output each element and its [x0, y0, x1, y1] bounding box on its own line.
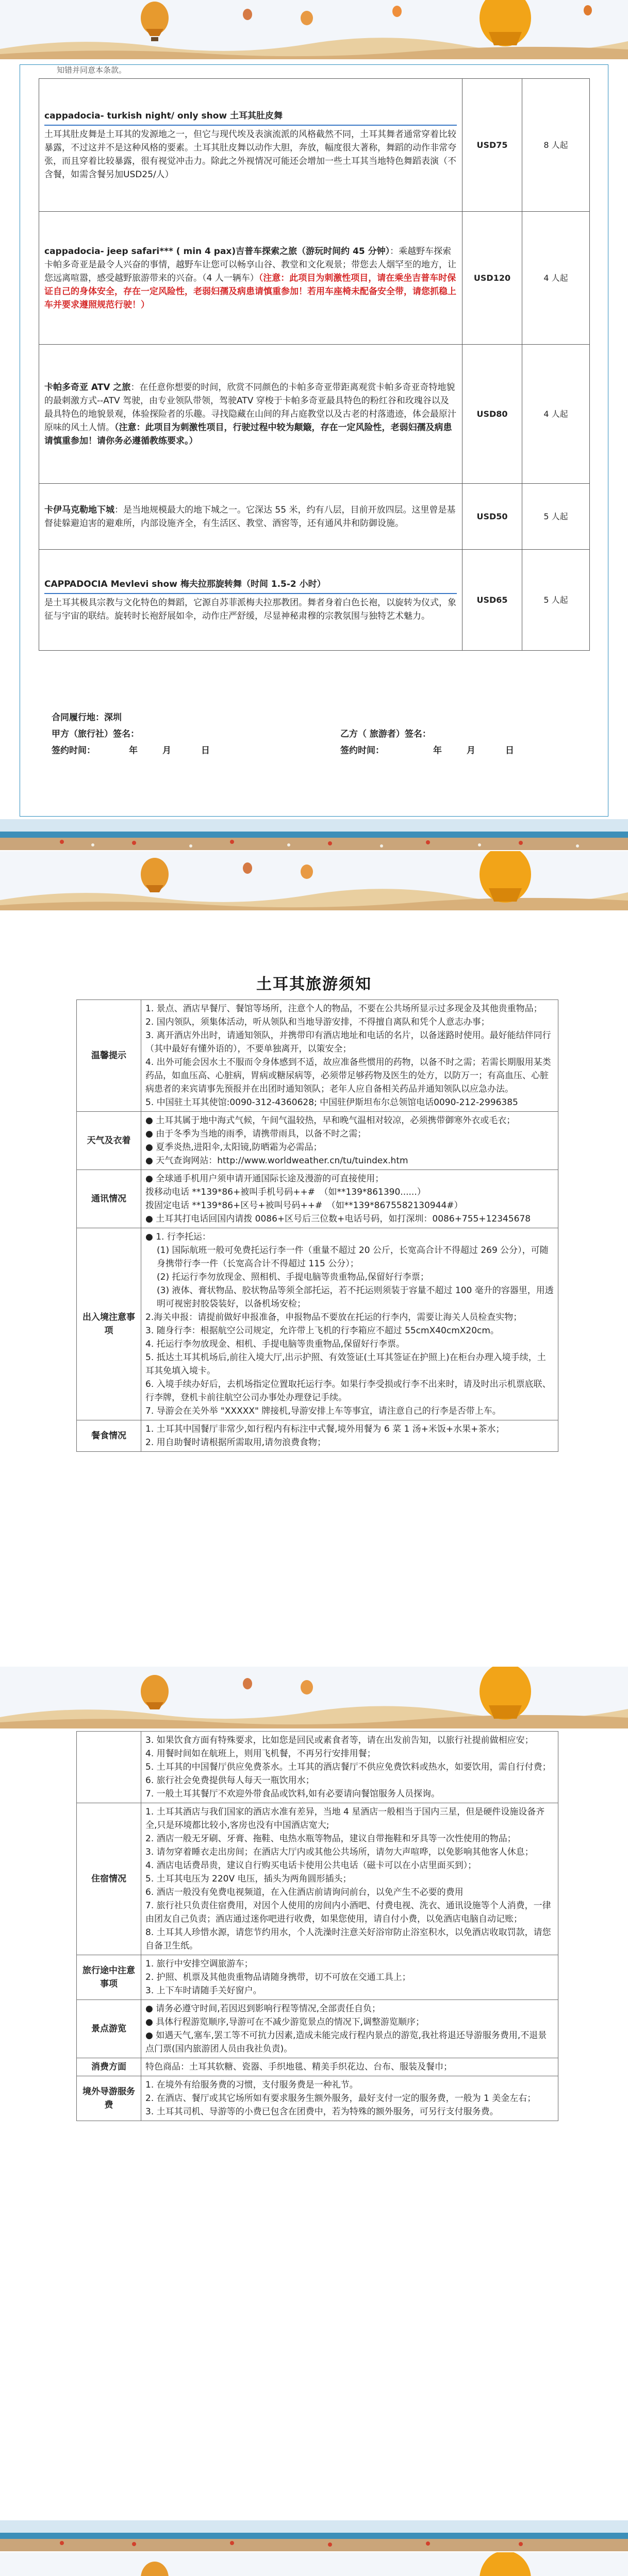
- notes-line: 2. 在酒店、餐厅或其它场所如有要求服务生额外服务，最好支付一定的服务费，一般为 1 美金左右；: [145, 2093, 536, 2104]
- party-b-label: 乙方（ 旅游者）签名：: [340, 729, 431, 739]
- landscape-banner-bottom: [0, 2552, 628, 2576]
- table-row: [77, 1803, 558, 1955]
- notes-category: 通讯情况: [77, 1170, 141, 1228]
- table-row: [77, 1170, 558, 1228]
- notes-content: [141, 1732, 558, 1803]
- year-a: 年: [129, 745, 138, 756]
- notes-line: ● 具体行程游览顺序,导游可在不减少游览景点的情况下,调整游览顺序；: [145, 2017, 425, 2027]
- notes-line: 6. 酒店一般没有免费电视频道，在入住酒店前请询问前台，以免产生不必要的费用: [145, 1887, 464, 1897]
- notes-line: 1. 土耳其中国餐厅非常少,如行程内有标注中式餐,境外用餐为 6 菜 1 汤+米饭+水果+茶水；: [145, 1424, 505, 1434]
- contract-place: 合同履行地：深圳: [52, 713, 122, 723]
- notes-line: 3. 请勿穿着睡衣走出房间；在酒店大厅内或其他公共场所，请勿大声喧哗，以免影响其他客人休息；: [145, 1847, 534, 1857]
- activity-body: 土耳其肚皮舞是土耳其的发源地之一，但它与现代埃及表演流派的风格截然不同，土耳其舞者通常穿着比较暴露，不过这并不是这种风格的要素。土耳其肚皮舞以动作大胆，奔放，幅度很大著称，舞蹈的动作非常夸张，而且穿着比较暴露，很有视觉冲击力。除此之外视情况可能还会增加一些土耳其当地特色舞蹈表演（不含餐，如需含餐另加USD25/人）: [44, 129, 456, 180]
- activity-title: cappadocia- jeep safari*** ( min 4 pax)吉普车探索之旅（游玩时间约 45 分钟）: [44, 246, 390, 257]
- table-row: [77, 1000, 558, 1112]
- month-b: 月: [467, 745, 475, 756]
- notes-line: 3. 随身行李：根据航空公司规定，允许带上飞机的行李箱应不超过 55cmX40cmX20cm。: [145, 1326, 499, 1336]
- landscape-banner-middle: [0, 851, 628, 910]
- notes-content: [141, 1112, 558, 1170]
- notes-line: 3. 土耳其司机、导游等的小费已包含在团费中，若为特殊的额外服务，可另行支付服务费。: [145, 2107, 499, 2117]
- signature-line-parties: [52, 726, 567, 739]
- table-row: [39, 212, 590, 345]
- notes-line: ● 天气查询网站：http://www.worldweather.cn/tu/tuindex.htm: [145, 1156, 408, 1166]
- activity-price: USD50: [462, 484, 522, 550]
- notes-line: 4. 酒店电话费昂贵，建议自行购买电话卡使用公共电话（磁卡可以在小店里面买到）；: [145, 1860, 477, 1871]
- notes-line: 1. 旅行中安排空调旅游车；: [145, 1959, 253, 1969]
- notes-content: [141, 1420, 558, 1452]
- activity-body: ：是当地规模最大的地下城之一。它深达 55 米，约有八层，目前开放四层。这里曾是基督徒躲避迫害的避难所，内部设施齐全，有生活区、教堂、酒窖等，还有通风井和防御设施。: [44, 504, 456, 529]
- notes-line: 1. 土耳其酒店与我们国家的酒店水准有差异，当地 4 星酒店一般相当于国内三星，但是硬件设施设备齐全,只是环境都比较小,客房也没有中国酒店宽大;: [145, 1807, 545, 1831]
- activity-warning: （注意：此项目为刺激性项目，请在乘坐吉普车时保证自己的身体安全，存在一定风险性，老弱妇孺及病患请慎重参加！若用车座椅未配备安全带，请您抓稳上车并要求遵照规范行驶！）: [44, 273, 456, 310]
- notes-line: 7. 导游会在关外举 "XXXXX" 牌接机,导游安排上车等事宜，请注意自己的行李是否带上车。: [145, 1406, 501, 1416]
- activity-price: USD75: [462, 79, 522, 212]
- activity-body: ：乘越野车探索卡帕多奇亚是最令人兴奋的事情，越野车让您可以畅享山谷、教堂和文化观景；带您去人烟罕至的地方，让您远离喧嚣，感受越野旅游带来的兴奋。（4 人一辆车）: [44, 246, 456, 283]
- activity-description: [39, 550, 462, 651]
- notes-line: ● 由于冬季为当地的雨季，请携带雨具，以备不时之需；: [145, 1129, 367, 1139]
- notes-line: ● 如遇天气,塞车,罢工等不可抗力因素,造成未能完成行程内景点的游览,我社将退还导游服务费用,不退景点门票(国内旅游团人员由我社负责)。: [145, 2030, 547, 2054]
- notes-line: 4. 出外可能会因水土不服而令身体感到不适，故应准备些惯用的药物，以备不时之需；若需长期服用某类药品，如血压高、心脏病，胃病或糖尿病等，必须带足够药物及医生的处方，以防万一；有高血压、心脏病患者的来宾请事先预报并在出团时通知领队；老年人应自备相关药品并通知领队以应急办法。: [145, 1057, 551, 1094]
- notes-line: 2. 用自助餐时请根据所需取用,请勿浪费食物；: [145, 1437, 326, 1448]
- notes-line: 2. 护照、机票及其他贵重物品请随身携带，切不可放在交通工具上；: [145, 1972, 411, 1982]
- table-row: [77, 1228, 558, 1420]
- table-row: [77, 1112, 558, 1170]
- date-label-b: 签约时间：: [340, 745, 384, 756]
- year-b: 年: [433, 745, 442, 756]
- notes-category: 出入境注意事项: [77, 1228, 141, 1420]
- activity-title: 卡伊马克勒地下城: [44, 504, 114, 515]
- notes-line: 5. 中国驻土耳其使馆:0090-312-4360628; 中国驻伊斯坦布尔总领馆电话0090-212-2996385: [145, 1097, 518, 1108]
- notes-line: 7. 旅行社只负责住宿费用，对因个人使用的房间内小酒吧、付费电视、洗衣、通讯设施等个人消费，一律由团友自己负责；酒店通过迷你吧进行收费，如果您使用，请自付小费，以免酒店电脑自动记账；: [145, 1901, 551, 1924]
- activity-price: USD120: [462, 212, 522, 345]
- landscape-banner-lower: [0, 1667, 628, 1728]
- notes-content: [141, 2000, 558, 2058]
- table-row: [77, 1420, 558, 1452]
- notes-line: 特色商品：土耳其软糖、瓷器、手织地毯、精美手织花边、台布、服装及餐巾；: [145, 2062, 452, 2072]
- notes-content: [141, 1170, 558, 1228]
- notes-category: 天气及衣着: [77, 1112, 141, 1170]
- notes-line: 2. 酒店一般无牙刷、牙膏、拖鞋、电热水瓶等物品，建议自带拖鞋和牙具等一次性使用的物品；: [145, 1834, 516, 1844]
- notes-line: 6. 入境手续办好后，去机场指定位置取托运行李。如果行李受损或行李不出来时，请及时出示机票底联、行李牌，登机卡前往航空公司办事处办理登记手续。: [145, 1379, 551, 1403]
- table-row: [77, 2076, 558, 2121]
- activity-description: [39, 79, 462, 212]
- notes-line: ● 土耳其打电话回国内请拨 0086+区号后三位数+电话号码，如打深圳：0086+755+12345678: [145, 1214, 531, 1224]
- table-row: [39, 345, 590, 484]
- notes-table-1: [76, 999, 558, 1452]
- notes-line: 6. 旅行社会免费提供每人每天一瓶饮用水；: [145, 1775, 315, 1786]
- notes-category: 境外导游服务费: [77, 2076, 141, 2121]
- activity-min-people: 4 人起: [522, 212, 590, 345]
- notes-line: 5. 土耳其电压为 220V 电压，插头为两角圆形插头；: [145, 1874, 352, 1884]
- cut-off-text: 知错并同意本条款。: [57, 65, 127, 75]
- day-b: 日: [505, 745, 514, 756]
- activity-min-people: 5 人起: [522, 484, 590, 550]
- activity-price: USD65: [462, 550, 522, 651]
- notes-line: ● 全球通手机用户须申请开通国际长途及漫游的可直接使用；: [145, 1174, 384, 1184]
- table-row: [39, 550, 590, 651]
- optional-activities-table: [39, 78, 590, 651]
- beach-banner: [0, 819, 628, 850]
- landscape-banner-top: [0, 0, 628, 59]
- month-a: 月: [162, 745, 171, 756]
- activity-title: 卡帕多奇亚 ATV 之旅: [44, 382, 131, 393]
- beach-banner-bottom: [0, 2520, 628, 2551]
- notes-line: 3. 上下车时请随手关好窗户。: [145, 1986, 262, 1996]
- notes-line: 3. 如果饮食方面有特殊要求，比如您是回民或素食者等，请在出发前告知，以旅行社提前做相应安；: [145, 1735, 534, 1745]
- notes-category: 景点游览: [77, 2000, 141, 2058]
- day-a: 日: [201, 745, 210, 756]
- activity-body: ：在任意你想要的时间，欣赏不同颜色的卡帕多奇亚带距离观赏卡帕多奇亚奇特地貌的最刺激方式--ATV 驾驶，由专业领队带领，驾驶ATV 穿梭于卡帕多奇亚最具特色的粉红谷和玫瑰谷以及最具特色的地貌景观，体验探险者的乐趣。寻找隐藏在山间的拜占庭教堂以及古老的村落遗迹，体会最原汁原味的风土人情。: [44, 382, 456, 433]
- table-row: [39, 79, 590, 212]
- notes-content: [141, 1955, 558, 2000]
- notes-line: ● 土耳其属于地中海式气候，午间气温较热，早和晚气温相对较凉，必须携带御寒外衣或毛衣；: [145, 1115, 516, 1126]
- activity-description: [39, 212, 462, 345]
- notes-line: 1. 在境外有给服务费的习惯，支付服务费是一种礼节。: [145, 2080, 358, 2090]
- notes-category: 旅行途中注意事项: [77, 1955, 141, 2000]
- notes-table-2: [76, 1731, 558, 2121]
- notes-category: 消费方面: [77, 2058, 141, 2076]
- notes-line: (3) 液体、膏状物品、胶状物品等须全部托运，若不托运则须装于容量不超过 100 毫升的容器里，用透明可视密封胶袋装好，以备机场安检；: [157, 1285, 554, 1309]
- notes-category: [77, 1732, 141, 1803]
- activity-body: 是土耳其极具宗教与文化特色的舞蹈，它源自苏菲派梅夫拉那教团。舞者身着白色长袍，以旋转为仪式，象征与宇宙的联结。旋转时长袍舒展如伞，动作庄严舒缓，尽显神秘肃穆的宗教氛围与独特艺术魅力。: [44, 597, 456, 621]
- notes-line: ● 1. 行李托运：: [145, 1232, 211, 1242]
- notes-content: [141, 2058, 558, 2076]
- notes-line: 拨固定电话 **139*86+区号+被叫号码++# （如**139*8675582130944#）: [145, 1200, 463, 1211]
- table-row: [39, 484, 590, 550]
- table-row: [77, 1955, 558, 2000]
- notes-content: [141, 2076, 558, 2121]
- notes-line: 5. 抵达土耳其机场后,前往入境大厅,出示护照、有效签证(土耳其签证在护照上)在柜台办理入境手续，土耳其免填入境卡。: [145, 1352, 546, 1376]
- notes-category: 餐食情况: [77, 1420, 141, 1452]
- table-row: [77, 2000, 558, 2058]
- divider: [44, 125, 457, 126]
- divider: [44, 593, 457, 594]
- notes-line: 8. 土耳其人珍惜水源，请您节约用水，个人洗澡时注意关好浴帘防止浴室积水，以免酒店收取罚款，请您自备卫生纸。: [145, 1927, 551, 1951]
- table-row: [77, 2058, 558, 2076]
- notes-line: 4. 用餐时间如在航班上，则用飞机餐，不再另行安排用餐；: [145, 1749, 376, 1759]
- activity-min-people: 8 人起: [522, 79, 590, 212]
- activity-title: CAPPADOCIA Mevlevi show 梅夫拉那旋转舞（时间 1.5-2 小时）: [44, 579, 326, 589]
- activity-price: USD80: [462, 345, 522, 484]
- activity-warning: （注意：此项目为刺激性项目，行驶过程中较为颠簸，存在一定风险性，老弱妇孺及病患请慎重参加！请你务必遵循教练要求。）: [44, 422, 452, 446]
- notes-line: 5. 土耳其的中国餐厅供应免费茶水。土耳其的酒店餐厅不供应免费饮料或热水，如要饮用，需自行付费；: [145, 1762, 551, 1772]
- notes-line: ● 夏季炎热,进阳伞,太阳镜,防晒霜为必需品；: [145, 1142, 322, 1153]
- notes-line: (1) 国际航班一般可免费托运行李一件（重量不超过 20 公斤，长宽高合计不得超过 269 公分），可随身携带行李一件（长宽高合计不得超过 115 公分）；: [157, 1245, 549, 1269]
- notes-line: 3. 离开酒店外出时，请通知领队，并携带印有酒店地址和电话的名片，以备迷路时使用。最好能结伴同行（其中最好有懂外语的），不要单独离开，以策安全；: [145, 1030, 551, 1054]
- notes-content: [141, 1000, 558, 1112]
- notes-line: ● 请务必遵守时间,若因迟到影响行程等情况,全部责任自负；: [145, 2004, 381, 2014]
- notes-content: [141, 1228, 558, 1420]
- notes-category: 温馨提示: [77, 1000, 141, 1112]
- notes-line: 1. 景点、酒店早餐厅、餐馆等场所，注意个人的物品，不要在公共场所显示过多现金及其他贵重物品；: [145, 1004, 542, 1014]
- notes-line: 2.海关申报：请提前做好申报准备，申报物品不要放在托运的行李内，需要让海关人员检查实物；: [145, 1312, 522, 1323]
- table-row: [77, 1732, 558, 1803]
- notes-title: 土耳其旅游须知: [256, 975, 372, 993]
- notes-line: 7. 一般土耳其餐厅不欢迎外带食品或饮料,如有必要请向餐馆服务人员探询。: [145, 1789, 440, 1799]
- activity-description: [39, 484, 462, 550]
- notes-line: 2. 国内领队，须集体活动，听从领队和当地导游安排，不得擅自离队和凭个人意志办事；: [145, 1017, 490, 1027]
- signature-line-dates: [52, 743, 567, 756]
- notes-line: 4. 托运行李勿放现金、相机、手提电脑等贵重物品,保留好行李票。: [145, 1339, 405, 1349]
- party-a-label: 甲方（旅行社）签名：: [52, 729, 139, 739]
- date-label-a: 签约时间：: [52, 745, 95, 756]
- activity-description: [39, 345, 462, 484]
- activity-min-people: 4 人起: [522, 345, 590, 484]
- activity-min-people: 5 人起: [522, 550, 590, 651]
- notes-content: [141, 1803, 558, 1955]
- notes-line: (2) 托运行李勿放现金、照相机、手提电脑等贵重物品,保留好行李票；: [157, 1272, 429, 1282]
- notes-line: 拨移动电话 **139*86+被叫手机号码++# （如**139*861390......）: [145, 1187, 426, 1197]
- activity-title: cappadocia- turkish night/ only show 土耳其肚皮舞: [44, 110, 283, 121]
- notes-category: 住宿情况: [77, 1803, 141, 1955]
